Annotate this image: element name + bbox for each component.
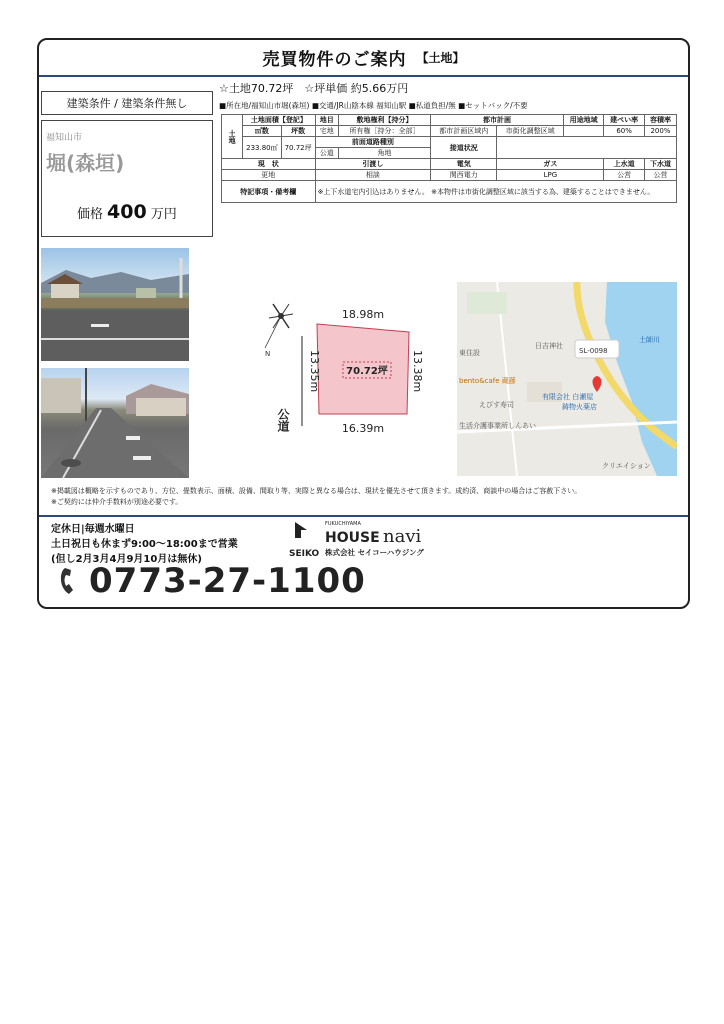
road-kind: 角地 [338,148,430,159]
notes [51,486,581,508]
page-title: 売買物件のご案内 [262,50,407,70]
category-label: 【土地】 [416,51,465,65]
headline: ☆土地70.72坪 ☆坪単価 約5.66万円 [219,82,409,95]
company-logo [289,518,439,560]
status: 更地 [222,170,316,181]
gas: LPG [497,170,604,181]
land-cat: 宅地 [315,126,338,137]
map-label-5: 有限会社 白瀬屋 [542,393,594,401]
phone-number-text: 0773-27-1100 [89,561,366,601]
far: 200% [644,126,676,137]
land-cat-label: 地目 [315,115,338,126]
map-label-6: 鋳物火薬店 [562,403,597,411]
sqm: 233.80㎡ [243,137,282,159]
road-label: 公道 [276,408,290,432]
hours-note: (但し2月3月4月9月10月は無休) [51,554,202,565]
tsubo-label: 坪数 [281,126,315,137]
map-label-7: 生活介護事業所しんあい [459,422,536,430]
logo-navi: navi [383,526,422,547]
logo-small: FUKUCHIYAMA [325,521,361,527]
price-unit: 万円 [150,207,177,222]
zoning-label: 用途地域 [563,115,604,126]
map-label-9: 土師川 [639,336,660,344]
site-photo-2 [41,368,189,478]
status-label: 現 状 [222,159,316,170]
road-type: 公道 [315,148,338,159]
water-label: 上水道 [604,159,645,170]
handover-label: 引渡し [315,159,431,170]
city-plan-1: 都市計画区域内 [431,126,497,137]
company-logo-image [289,518,439,560]
lot-top-length: 18.98m [341,308,385,321]
location-map-image [457,282,677,476]
spec-table [221,114,677,203]
map-label-1: 東住設 [459,349,480,357]
footer-divider [39,515,688,517]
logo-house: HOUSE [325,530,380,546]
note-2: ※ご契約には仲介手数料が別途必要です。 [51,498,183,506]
remarks-label: 特記事項・備考欄 [222,181,316,203]
site-photo-1 [41,248,189,361]
bcr-label: 建ぺい率 [604,115,645,126]
tsubo: 70.72坪 [281,137,315,159]
road-label: 前面道路種別 [315,137,431,148]
area-name: 堀(森垣) [46,151,125,175]
city-plan-label: 都市計画 [431,115,564,126]
city-plan-2: 市街化調整区域 [497,126,563,137]
land-area-label: 土地面積【登記】 [243,115,315,126]
access [497,137,677,159]
lot-plan [259,296,439,436]
elec: 関西電力 [431,170,497,181]
hours-open: 土日祝日も休まず9:00～18:00まで営業 [51,539,238,550]
hours-closed: 定休日|毎週水曜日 [51,524,135,535]
title-bar [39,40,688,77]
lot-plan-diagram [259,296,439,436]
access-label: 接道状況 [431,137,497,159]
sewer-label: 下水道 [644,159,676,170]
building-conditions: 建築条件 / 建築条件無し [41,91,213,115]
logo-company: 株式会社 セイコーハウジング [325,548,424,557]
phone-icon [57,564,87,598]
rights: 所有権［持分：全部］ [338,126,430,137]
info-line: ■所在地/福知山市堀(森垣) ■交通/JR山陰本線 福知山駅 ■私道負担/無 ■セットバック/不要 [219,101,528,110]
phone-number[interactable] [57,561,366,601]
map-label-2: 日吉神社 [535,342,563,350]
north-label: N [265,350,271,358]
zoning [563,126,604,137]
price-label: 価格 [77,207,104,222]
sewer: 公営 [644,170,676,181]
area-city: 福知山市 [46,133,83,143]
far-label: 容積率 [644,115,676,126]
map-label-8: クリエイション [602,462,651,470]
map-marker-label: SL-0098 [579,347,608,355]
site-photo-1-image [41,248,189,361]
sqm-label: ㎡数 [243,126,282,137]
remarks: ※上下水道宅内引込はありません。 ※本物件は市街化調整区域に該当する為、建築することはできません。 [315,181,676,203]
map-label-3: bento&cafe 蔵藤 [459,377,516,385]
area-box [41,120,213,237]
lot-left-length: 13.35m [308,350,321,393]
gas-label: ガス [497,159,604,170]
property-flyer [37,38,690,609]
map-pin-icon[interactable] [593,376,602,392]
rights-label: 敷地権利【持分】 [338,115,430,126]
seiko-mark-icon [295,522,307,538]
map-label-4: えびす寿司 [479,401,514,409]
lot-right-length: 13.38m [411,350,424,393]
price [77,201,177,223]
elec-label: 電気 [431,159,497,170]
price-value: 400 [107,201,147,223]
note-1: ※掲載図は概略を示すものであり、方位、畳数表示、面積、設備、間取り等、実際と異なる場合は、現状を優先させて頂きます。成約済、商談中の場合はご容赦下さい。 [51,487,582,495]
compass-icon [265,304,293,348]
water: 公営 [604,170,645,181]
site-photo-2-image [41,368,189,478]
bcr: 60% [604,126,645,137]
logo-seiko: SEIKO [289,549,320,559]
side-label: 土地 [222,115,243,159]
location-map[interactable] [457,282,677,476]
lot-area: 70.72坪 [346,366,388,377]
lot-bottom-length: 16.39m [341,422,385,435]
handover: 相談 [315,170,431,181]
